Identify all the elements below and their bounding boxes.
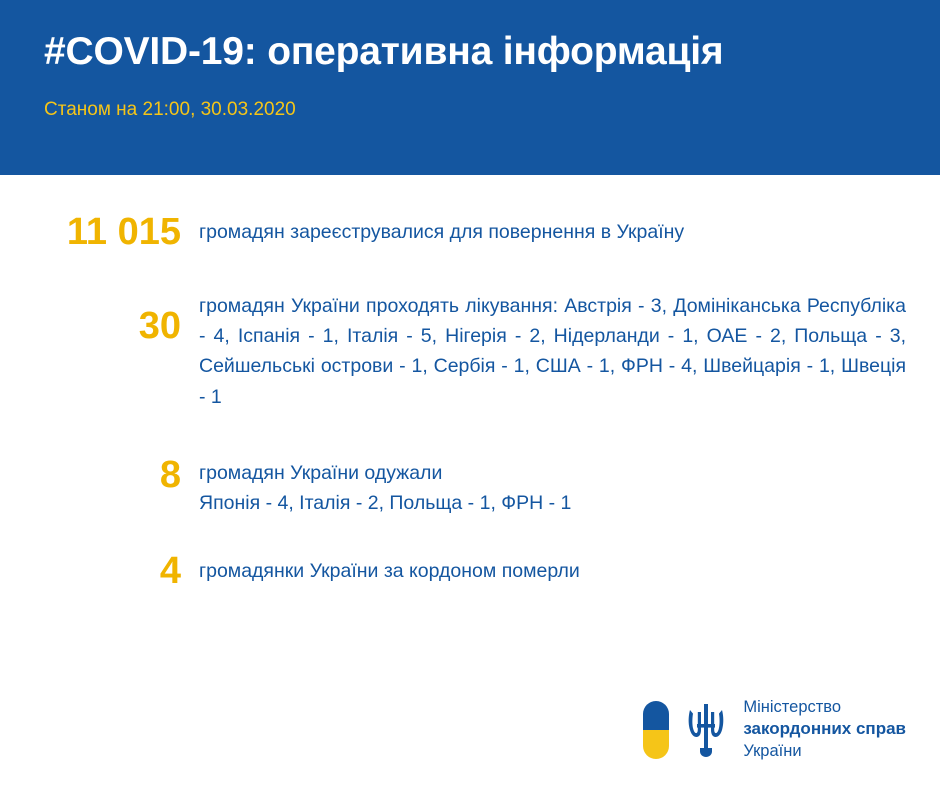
stat-number: 8	[159, 453, 181, 496]
stat-number: 11 015	[66, 211, 181, 253]
ministry-logo	[643, 697, 906, 762]
stat-description-group	[199, 454, 906, 518]
stat-number: 30	[138, 304, 181, 347]
stat-description: громадянки України за кордоном померли	[199, 560, 580, 583]
stat-description: громадян України проходять лікування: Австрія - 3, Домініканська Республіка - 4, Іспанія - 1, Італія - 5, Нігерія - 2, Нідерланди - 1, ОАЕ - 2, Польща - 3, Сейшельські острови - 1, Сербія - 1, США - 1, ФРН - 4, Швейцарія - 1, Швеція - 1	[199, 294, 906, 408]
ministry-line-3: України	[743, 741, 802, 760]
flag-yellow-stripe	[643, 730, 669, 759]
list-item	[34, 454, 906, 518]
ukraine-trident-icon	[683, 699, 729, 761]
ministry-line-2: закордонних справ	[743, 719, 906, 739]
statistics-list	[0, 175, 940, 592]
list-item	[34, 213, 906, 253]
stat-description: громадян зареєструвалися для повернення в Україну	[199, 221, 685, 243]
list-item	[34, 287, 906, 412]
ministry-line-1: Міністерство	[743, 698, 842, 717]
poster-header	[0, 0, 940, 175]
flag-blue-stripe	[643, 701, 669, 730]
stat-description-detail: Японія - 4, Італія - 2, Польща - 1, ФРН - 1	[199, 491, 572, 514]
stat-number: 4	[159, 550, 181, 593]
list-item	[34, 552, 906, 592]
ministry-name	[743, 697, 906, 762]
stat-description: громадян України одужали	[199, 461, 443, 484]
page-title: #COVID-19: оперативна інформація	[44, 30, 724, 73]
header-timestamp: Станом на 21:00, 30.03.2020	[44, 98, 296, 120]
ukraine-flag-icon	[643, 701, 669, 759]
